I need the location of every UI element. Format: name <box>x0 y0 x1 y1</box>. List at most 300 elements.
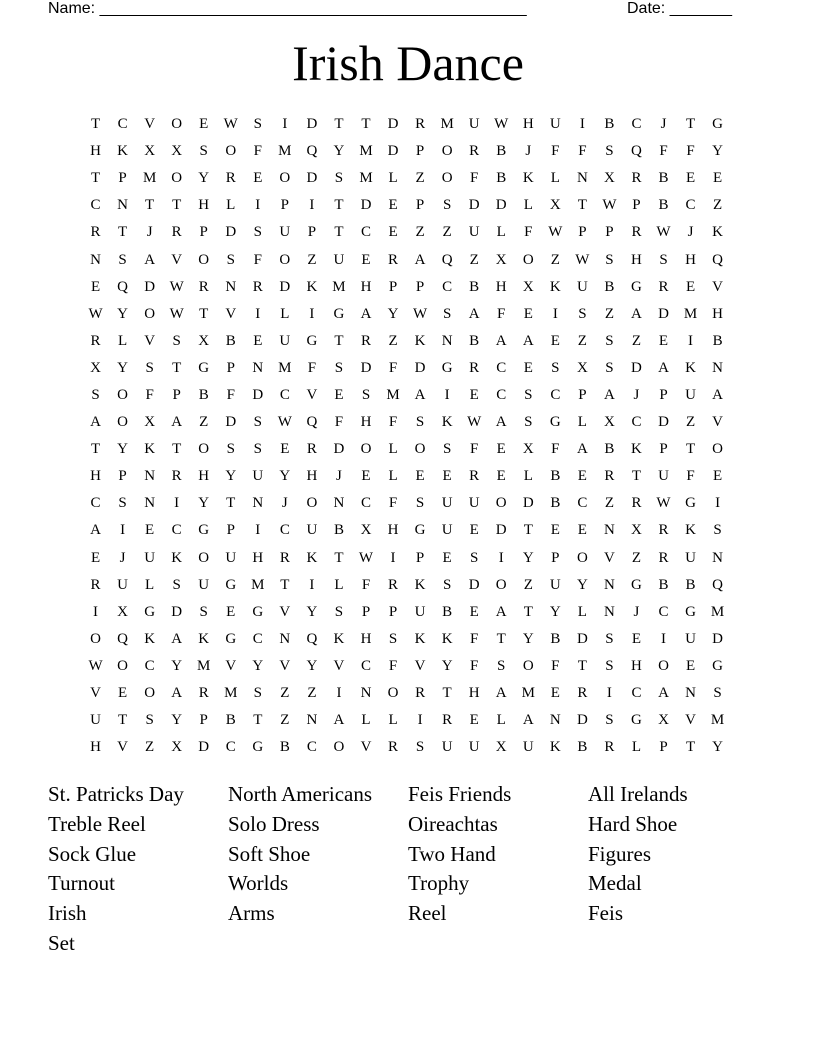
grid-letter: O <box>712 441 724 458</box>
grid-letter: F <box>388 495 398 512</box>
grid-letter: A <box>414 386 426 403</box>
grid-letter: R <box>388 739 399 756</box>
grid-letter: D <box>360 359 372 376</box>
grid-letter: R <box>469 143 480 160</box>
grid-letter: S <box>605 359 614 376</box>
grid-letter: U <box>198 576 210 593</box>
grid-letter: Z <box>604 495 614 512</box>
grid-letter: F <box>361 576 371 593</box>
grid-letter: O <box>144 685 156 702</box>
grid-letter: M <box>359 143 373 160</box>
grid-letter: H <box>90 143 101 160</box>
grid-letter: E <box>442 468 452 485</box>
grid-letter: Y <box>252 657 264 674</box>
grid-letter: R <box>198 685 209 702</box>
grid-letter: K <box>685 522 696 539</box>
grid-letter: G <box>631 712 642 729</box>
grid-letter: O <box>387 685 399 702</box>
grid-letter: I <box>309 305 315 322</box>
word-list-item: Solo Dress <box>228 811 320 836</box>
grid-letter: H <box>306 468 318 485</box>
grid-letter: S <box>659 251 668 268</box>
grid-letter: H <box>631 251 642 268</box>
grid-letter: Z <box>415 224 425 241</box>
grid-letter: H <box>495 278 507 295</box>
grid-letter: T <box>685 739 696 756</box>
grid-letter: D <box>414 359 426 376</box>
grid-letter: C <box>360 224 371 241</box>
grid-letter: R <box>442 712 453 729</box>
grid-letter: U <box>252 468 264 485</box>
grid-letter: L <box>388 170 398 187</box>
grid-letter: E <box>442 549 452 566</box>
word-list-item: Soft Shoe <box>228 841 311 866</box>
grid-letter: D <box>225 414 237 431</box>
grid-letter: O <box>198 251 210 268</box>
grid-letter: K <box>549 278 561 295</box>
grid-letter: Q <box>712 251 724 268</box>
grid-letter: Y <box>306 657 318 674</box>
grid-letter: X <box>171 739 183 756</box>
grid-letter: D <box>658 305 669 322</box>
grid-letter: G <box>414 522 426 539</box>
grid-letter: D <box>712 630 724 647</box>
grid-letter: H <box>522 116 534 133</box>
grid-letter: S <box>605 143 614 160</box>
grid-letter: H <box>712 305 724 322</box>
grid-letter: B <box>658 576 669 593</box>
grid-letter: K <box>414 630 426 647</box>
grid-letter: E <box>253 332 263 349</box>
grid-letter: A <box>333 712 345 729</box>
grid-letter: Y <box>225 468 237 485</box>
grid-letter: D <box>468 576 480 593</box>
grid-letter: I <box>552 305 558 322</box>
grid-letter: I <box>255 522 261 539</box>
grid-letter: H <box>685 251 696 268</box>
grid-letter: K <box>333 630 345 647</box>
grid-letter: R <box>306 441 317 458</box>
grid-letter: B <box>496 170 507 187</box>
grid-row <box>82 463 731 490</box>
grid-letter: B <box>712 332 723 349</box>
grid-letter: S <box>145 359 154 376</box>
grid-letter: X <box>360 522 372 539</box>
grid-letter: G <box>549 414 561 431</box>
grid-letter: V <box>712 414 724 431</box>
grid-letter: J <box>336 468 342 485</box>
grid-letter: S <box>442 197 452 214</box>
grid-letter: W <box>358 549 374 566</box>
grid-row <box>82 436 731 463</box>
grid-letter: L <box>361 712 371 729</box>
grid-letter: T <box>172 197 182 214</box>
grid-letter: X <box>495 739 507 756</box>
grid-letter: N <box>712 359 724 376</box>
word-list-item: Treble Reel <box>48 811 146 836</box>
grid-letter: T <box>577 657 587 674</box>
grid-letter: K <box>712 224 724 241</box>
word-list-item: Medal <box>588 871 642 896</box>
grid-letter: W <box>223 116 238 133</box>
grid-letter: Y <box>522 630 534 647</box>
grid-letter: D <box>144 278 156 295</box>
grid-letter: A <box>468 305 480 322</box>
grid-letter: K <box>414 332 426 349</box>
date-field-label: Date: _______ <box>627 0 732 17</box>
grid-letter: O <box>522 251 534 268</box>
grid-letter: S <box>713 522 722 539</box>
grid-letter: P <box>199 712 208 729</box>
grid-letter: F <box>470 657 479 674</box>
grid-letter: L <box>523 468 533 485</box>
grid-letter: V <box>225 305 237 322</box>
grid-letter: A <box>658 685 669 702</box>
grid-letter: E <box>361 251 371 268</box>
grid-letter: A <box>522 712 534 729</box>
grid-letter: Y <box>441 657 453 674</box>
grid-letter: K <box>306 549 318 566</box>
grid-letter: I <box>309 197 315 214</box>
grid-letter: E <box>577 468 587 485</box>
grid-letter: S <box>524 414 533 431</box>
grid-letter: Y <box>171 657 183 674</box>
grid-letter: K <box>414 576 426 593</box>
grid-letter: X <box>144 414 156 431</box>
grid-letter: Z <box>469 251 479 268</box>
grid-letter: U <box>468 224 480 241</box>
grid-letter: K <box>144 630 156 647</box>
grid-letter: P <box>415 197 425 214</box>
grid-letter: B <box>604 278 615 295</box>
grid-letter: S <box>172 576 181 593</box>
grid-letter: J <box>687 224 694 241</box>
grid-letter: M <box>386 386 400 403</box>
grid-letter: R <box>469 359 480 376</box>
grid-letter: B <box>550 468 561 485</box>
grid-letter: S <box>605 712 614 729</box>
grid-letter: E <box>117 685 128 702</box>
grid-letter: T <box>631 468 642 485</box>
grid-letter: M <box>440 116 454 133</box>
grid-row <box>82 680 731 707</box>
grid-letter: C <box>90 495 101 512</box>
grid-letter: Y <box>549 603 561 620</box>
grid-letter: T <box>685 116 696 133</box>
grid-letter: Q <box>117 630 128 647</box>
grid-letter: G <box>252 739 264 756</box>
grid-letter: O <box>117 386 128 403</box>
grid-letter: O <box>441 143 453 160</box>
grid-letter: C <box>117 116 128 133</box>
grid-letter: L <box>226 197 236 214</box>
grid-letter: A <box>144 251 156 268</box>
grid-letter: L <box>577 603 587 620</box>
grid-letter: S <box>199 603 208 620</box>
grid-letter: T <box>442 685 452 702</box>
grid-letter: W <box>575 251 590 268</box>
grid-letter: N <box>712 549 724 566</box>
grid-letter: F <box>307 359 317 376</box>
grid-letter: N <box>144 468 156 485</box>
grid-letter: C <box>306 739 317 756</box>
grid-letter: Y <box>522 549 534 566</box>
grid-letter: S <box>605 657 614 674</box>
letter-grid <box>82 111 731 761</box>
grid-letter: E <box>523 305 533 322</box>
grid-letter: T <box>334 197 344 214</box>
grid-letter: M <box>278 359 292 376</box>
grid-letter: S <box>253 685 262 702</box>
grid-letter: P <box>118 170 127 187</box>
grid-letter: I <box>606 685 612 702</box>
grid-letter: R <box>469 468 480 485</box>
grid-letter: E <box>334 386 344 403</box>
grid-letter: B <box>469 332 480 349</box>
grid-letter: Z <box>307 251 317 268</box>
grid-letter: Z <box>145 739 155 756</box>
grid-letter: B <box>442 603 453 620</box>
grid-letter: C <box>631 685 642 702</box>
grid-letter: W <box>277 414 292 431</box>
grid-letter: U <box>685 386 696 403</box>
grid-letter: R <box>171 224 182 241</box>
grid-letter: F <box>253 143 262 160</box>
grid-letter: S <box>361 386 371 403</box>
grid-letter: F <box>524 224 533 241</box>
grid-letter: F <box>551 657 560 674</box>
word-list-item: Feis Friends <box>408 782 512 806</box>
grid-letter: P <box>605 224 614 241</box>
grid-letter: S <box>253 414 262 431</box>
grid-letter: B <box>496 143 507 160</box>
grid-row <box>82 301 731 328</box>
grid-letter: X <box>576 359 588 376</box>
grid-letter: R <box>198 278 209 295</box>
grid-letter: T <box>685 441 696 458</box>
grid-letter: U <box>441 739 453 756</box>
grid-letter: A <box>603 386 615 403</box>
grid-letter: L <box>117 332 128 349</box>
word-list-item: Hard Shoe <box>588 811 678 836</box>
grid-letter: N <box>603 576 615 593</box>
grid-letter: V <box>144 332 156 349</box>
grid-letter: B <box>279 739 290 756</box>
grid-letter: R <box>388 251 399 268</box>
grid-letter: U <box>117 576 128 593</box>
grid-letter: E <box>469 712 479 729</box>
grid-letter: M <box>683 305 698 322</box>
grid-letter: O <box>198 549 210 566</box>
grid-letter: X <box>117 603 128 620</box>
grid-letter: S <box>442 441 452 458</box>
grid-letter: N <box>549 712 561 729</box>
grid-letter: N <box>441 332 453 349</box>
grid-letter: P <box>659 441 668 458</box>
grid-letter: E <box>145 522 155 539</box>
grid-letter: M <box>224 685 238 702</box>
grid-letter: E <box>415 468 425 485</box>
grid-letter: A <box>495 685 507 702</box>
grid-letter: C <box>550 386 561 403</box>
grid-letter: W <box>467 414 482 431</box>
grid-letter: N <box>360 685 372 702</box>
grid-letter: P <box>199 224 208 241</box>
grid-letter: V <box>144 116 156 133</box>
grid-letter: S <box>415 739 425 756</box>
word-list-item: Feis <box>588 901 624 926</box>
grid-letter: S <box>578 305 587 322</box>
grid-letter: E <box>226 603 236 620</box>
grid-letter: S <box>442 305 452 322</box>
grid-letter: T <box>199 305 209 322</box>
grid-letter: Z <box>577 332 587 349</box>
grid-letter: Q <box>306 414 318 431</box>
grid-letter: B <box>604 116 615 133</box>
grid-letter: X <box>171 143 183 160</box>
grid-letter: W <box>169 305 184 322</box>
grid-letter: D <box>306 116 318 133</box>
grid-letter: D <box>658 414 669 431</box>
word-list-item: Two Hand <box>408 841 496 866</box>
grid-letter: S <box>497 657 506 674</box>
grid-letter: E <box>496 441 506 458</box>
grid-letter: E <box>199 116 209 133</box>
grid-letter: H <box>360 630 372 647</box>
grid-letter: V <box>414 657 426 674</box>
grid-letter: U <box>279 224 291 241</box>
grid-letter: N <box>603 603 615 620</box>
grid-letter: R <box>360 332 371 349</box>
grid-letter: G <box>631 576 642 593</box>
grid-letter: U <box>468 739 480 756</box>
grid-letter: U <box>658 468 669 485</box>
grid-letter: S <box>415 414 425 431</box>
grid-letter: A <box>631 305 642 322</box>
grid-letter: X <box>658 712 669 729</box>
grid-letter: P <box>388 603 398 620</box>
grid-letter: H <box>198 468 210 485</box>
grid-letter: Y <box>198 495 210 512</box>
grid-letter: Z <box>307 685 317 702</box>
grid-letter: V <box>225 657 237 674</box>
grid-letter: M <box>359 170 373 187</box>
grid-letter: V <box>685 712 696 729</box>
grid-letter: D <box>333 441 345 458</box>
grid-row <box>82 111 731 138</box>
grid-letter: U <box>441 522 453 539</box>
grid-letter: D <box>279 278 291 295</box>
grid-letter: I <box>715 495 721 512</box>
grid-letter: U <box>576 278 588 295</box>
grid-letter: E <box>577 522 587 539</box>
grid-letter: U <box>468 116 480 133</box>
grid-letter: G <box>712 657 724 674</box>
grid-letter: C <box>171 522 182 539</box>
grid-letter: N <box>306 712 318 729</box>
grid-letter: E <box>388 224 398 241</box>
grid-letter: Z <box>604 305 614 322</box>
grid-letter: C <box>442 278 453 295</box>
grid-letter: P <box>280 197 290 214</box>
grid-letter: L <box>334 576 344 593</box>
grid-letter: F <box>659 143 668 160</box>
grid-letter: Z <box>685 414 696 431</box>
grid-row <box>82 192 731 219</box>
word-list-item: Set <box>48 930 75 955</box>
grid-letter: T <box>280 576 290 593</box>
grid-letter: R <box>171 468 182 485</box>
grid-letter: R <box>631 495 642 512</box>
grid-row <box>82 653 731 680</box>
grid-letter: T <box>361 116 371 133</box>
grid-letter: K <box>522 170 534 187</box>
grid-letter: O <box>171 116 183 133</box>
grid-letter: E <box>361 468 371 485</box>
grid-letter: A <box>414 251 426 268</box>
grid-letter: K <box>685 359 696 376</box>
grid-letter: E <box>713 170 723 187</box>
grid-letter: M <box>332 278 346 295</box>
grid-letter: J <box>633 603 640 620</box>
grid-letter: P <box>388 278 398 295</box>
grid-letter: H <box>387 522 399 539</box>
grid-letter: R <box>604 468 615 485</box>
grid-letter: O <box>658 657 669 674</box>
grid-letter: I <box>336 685 342 702</box>
grid-letter: E <box>713 468 723 485</box>
grid-letter: C <box>496 359 507 376</box>
grid-letter: Y <box>117 359 128 376</box>
grid-letter: E <box>685 170 696 187</box>
grid-letter: O <box>144 305 156 322</box>
grid-letter: C <box>685 197 696 214</box>
grid-letter: E <box>90 278 101 295</box>
word-list-item: Reel <box>408 901 447 926</box>
grid-letter: B <box>604 441 615 458</box>
grid-letter: A <box>360 305 372 322</box>
grid-letter: O <box>117 657 128 674</box>
grid-letter: E <box>388 197 398 214</box>
grid-letter: R <box>90 332 101 349</box>
grid-letter: N <box>225 278 237 295</box>
grid-letter: X <box>603 170 615 187</box>
grid-letter: J <box>119 549 126 566</box>
grid-row <box>82 328 731 355</box>
grid-row <box>82 734 731 761</box>
grid-letter: C <box>496 386 507 403</box>
grid-row <box>82 707 731 734</box>
grid-letter: G <box>685 603 696 620</box>
grid-letter: E <box>253 170 263 187</box>
grid-letter: P <box>307 224 317 241</box>
grid-letter: I <box>444 386 450 403</box>
grid-letter: U <box>306 522 318 539</box>
grid-letter: Y <box>198 170 210 187</box>
grid-letter: H <box>252 549 264 566</box>
grid-letter: A <box>171 630 183 647</box>
grid-letter: W <box>656 224 671 241</box>
grid-letter: S <box>470 549 479 566</box>
grid-letter: I <box>390 549 396 566</box>
grid-letter: F <box>226 386 235 403</box>
grid-letter: V <box>603 549 615 566</box>
grid-letter: H <box>631 657 642 674</box>
grid-row <box>82 599 731 626</box>
grid-letter: Y <box>117 441 128 458</box>
grid-letter: U <box>90 712 101 729</box>
grid-letter: A <box>522 332 534 349</box>
